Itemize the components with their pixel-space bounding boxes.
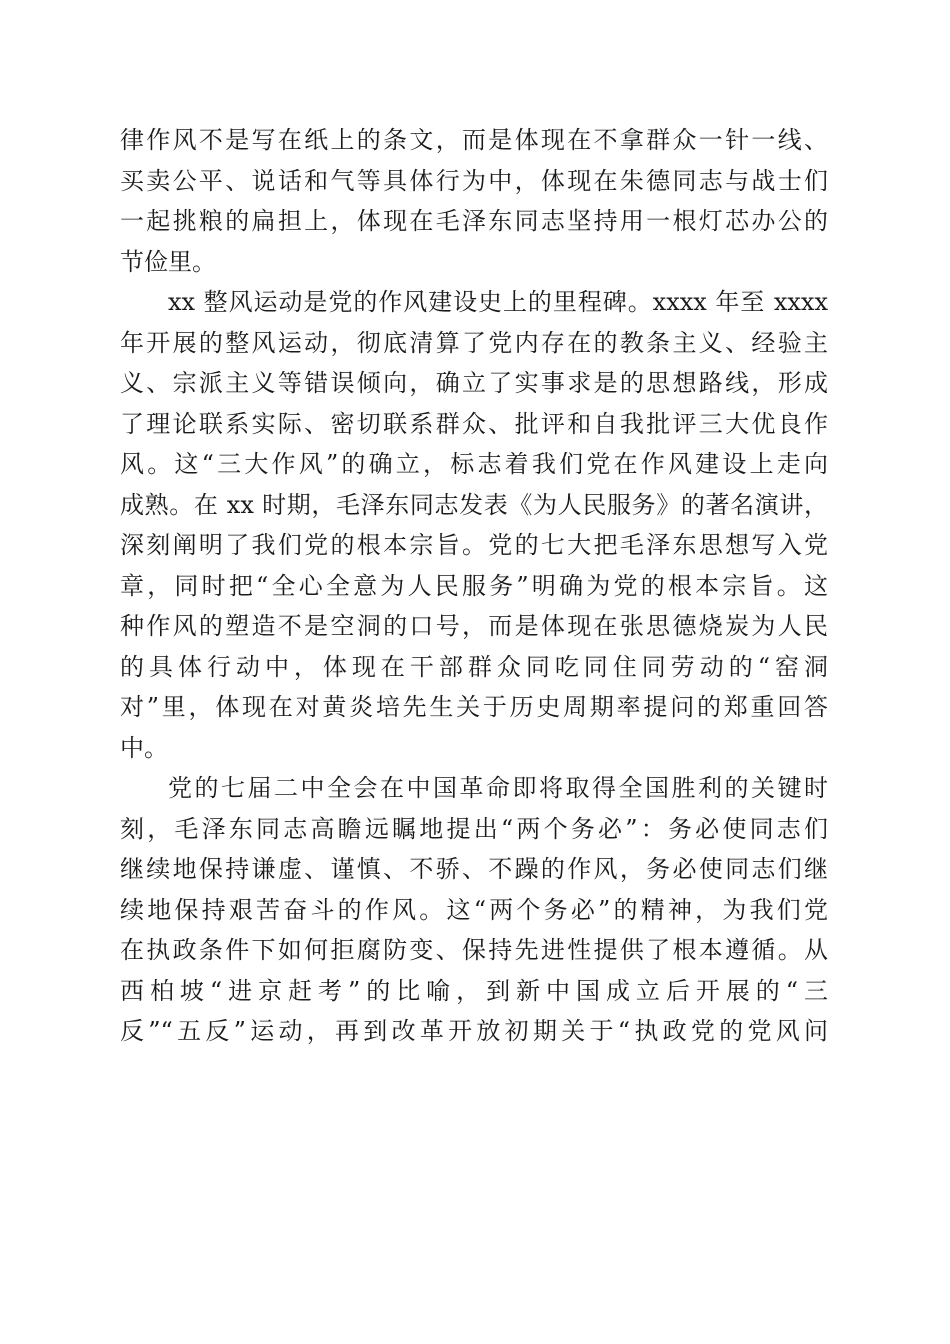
text-line: 党的七届二中全会在中国革命即将取得全国胜利的关键时 bbox=[168, 774, 828, 802]
text-line: 义、宗派主义等错误倾向，确立了实事求是的思想路线，形成 bbox=[120, 369, 828, 397]
text-line: 买卖公平、说话和气等具体行为中，体现在朱德同志与战士们 bbox=[120, 166, 828, 195]
text-line: 律作风不是写在纸上的条文，而是体现在不拿群众一针一线、 bbox=[120, 126, 828, 154]
text-line: 刻，毛泽东同志高瞻远瞩地提出“两个务必”：务必使同志们 bbox=[120, 814, 828, 843]
text-line: 对”里，体现在对黄炎培先生关于历史周期率提问的郑重回答 bbox=[120, 693, 828, 721]
text-line: 节俭里。 bbox=[120, 247, 216, 276]
text-line: 在执政条件下如何拒腐防变、保持先进性提供了根本遵循。从 bbox=[120, 936, 828, 964]
text-line: 种作风的塑造不是空洞的口号，而是体现在张思德烧炭为人民 bbox=[120, 612, 828, 640]
text-line: 继续地保持谦虚、谨慎、不骄、不躁的作风，务必使同志们继 bbox=[120, 855, 828, 883]
text-line: 中。 bbox=[120, 733, 168, 762]
text-line: 了理论联系实际、密切联系群众、批评和自我批评三大优良作 bbox=[120, 409, 828, 438]
text-line: 风。这“三大作风”的确立，标志着我们党在作风建设上走向 bbox=[120, 450, 828, 478]
document-body bbox=[120, 120, 828, 1052]
text-line: 年开展的整风运动，彻底清算了党内存在的教条主义、经验主 bbox=[120, 328, 828, 357]
text-line: 成熟。在 xx 时期，毛泽东同志发表《为人民服务》的著名演讲， bbox=[120, 490, 828, 519]
text-line: 反”“五反”运动，再到改革开放初期关于“执政党的党风问 bbox=[120, 1017, 828, 1045]
text-line: 的具体行动中，体现在干部群众同吃同住同劳动的“窑洞 bbox=[120, 652, 828, 681]
text-line: 章，同时把“全心全意为人民服务”明确为党的根本宗旨。这 bbox=[120, 571, 828, 600]
text-line: xx 整风运动是党的作风建设史上的里程碑。xxxx 年至 xxxx bbox=[168, 288, 828, 316]
paragraph-1 bbox=[120, 120, 828, 282]
paragraph-3 bbox=[120, 768, 828, 1052]
text-line: 一起挑粮的扁担上，体现在毛泽东同志坚持用一根灯芯办公的 bbox=[120, 207, 828, 235]
paragraph-2 bbox=[120, 282, 828, 768]
text-line: 西柏坡“进京赶考”的比喻，到新中国成立后开展的“三 bbox=[120, 976, 828, 1005]
text-line: 续地保持艰苦奋斗的作风。这“两个务必”的精神，为我们党 bbox=[120, 895, 828, 924]
text-line: 深刻阐明了我们党的根本宗旨。党的七大把毛泽东思想写入党 bbox=[120, 531, 828, 559]
